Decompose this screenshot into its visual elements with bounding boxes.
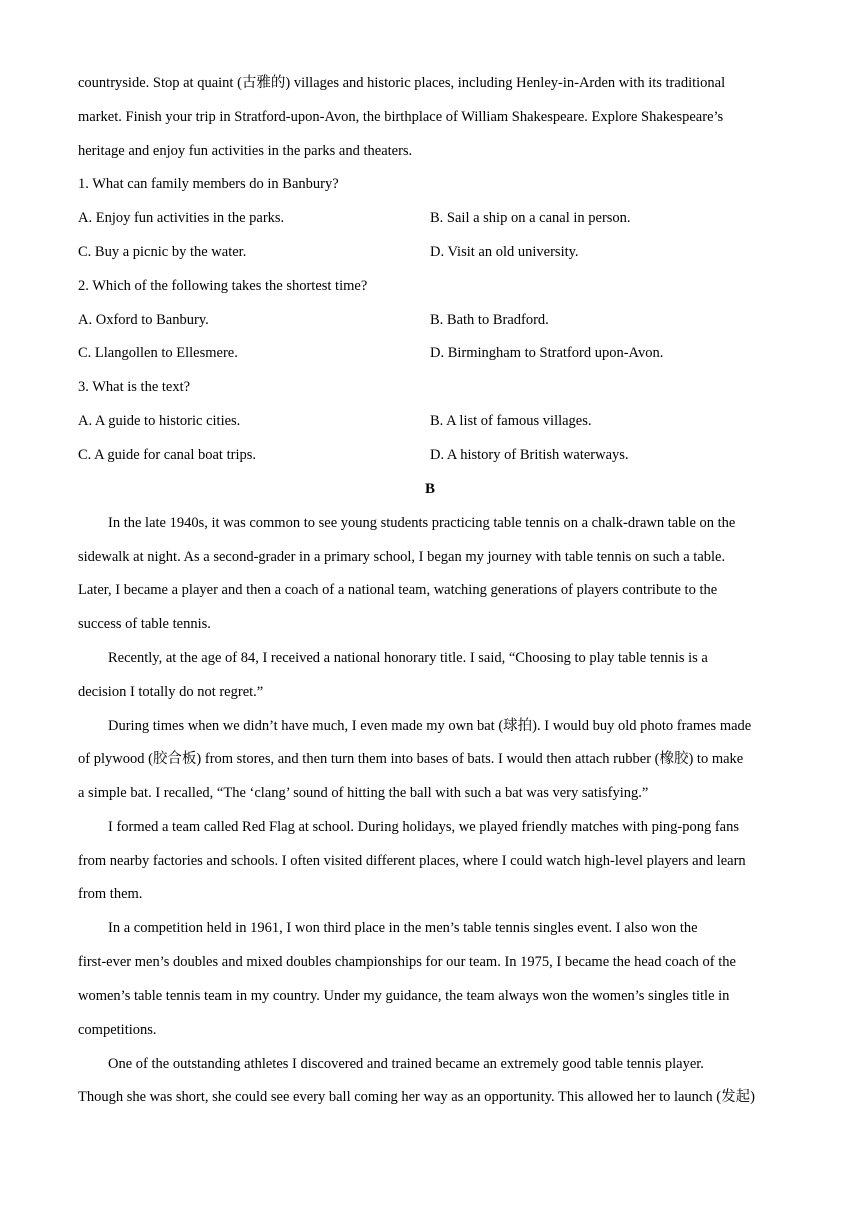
paragraph-line: from them. <box>78 886 143 902</box>
option-b: B. Bath to Bradford. <box>430 312 549 328</box>
paragraph-line: Later, I became a player and then a coach of a national team, watching generations of players contribute to the <box>78 582 718 598</box>
paragraph-line: success of table tennis. <box>78 616 211 632</box>
paragraph-line: sidewalk at night. As a second-grader in a primary school, I began my journey with table tennis on such a table. <box>78 549 726 565</box>
question-stem: 1. What can family members do in Banbury? <box>78 176 339 192</box>
paragraph-line: decision I totally do not regret.” <box>78 684 264 700</box>
option-a: A. A guide to historic cities. <box>78 413 241 429</box>
paragraph-line: Recently, at the age of 84, I received a national honorary title. I said, “Choosing to play table tennis is a <box>108 650 708 666</box>
question-stem: 3. What is the text? <box>78 379 191 395</box>
option-c: C. Buy a picnic by the water. <box>78 244 247 260</box>
passage-a-line: heritage and enjoy fun activities in the parks and theaters. <box>78 143 413 159</box>
option-c: C. Llangollen to Ellesmere. <box>78 345 238 361</box>
section-heading: B <box>424 481 435 497</box>
paragraph-line: I formed a team called Red Flag at school. During holidays, we played friendly matches with ping-pong fans <box>108 819 739 835</box>
option-a: A. Enjoy fun activities in the parks. <box>78 210 285 226</box>
option-b: B. Sail a ship on a canal in person. <box>430 210 631 226</box>
passage-a-line: market. Finish your trip in Stratford-upon-Avon, the birthplace of William Shakespeare. Explore Shakespeare’s <box>78 109 724 125</box>
paragraph-line: women’s table tennis team in my country. Under my guidance, the team always won the women’s singles title in <box>78 988 730 1004</box>
paragraph-line: competitions. <box>78 1022 157 1038</box>
option-c: C. A guide for canal boat trips. <box>78 447 256 463</box>
passage-a-line: countryside. Stop at quaint (古雅的) villages and historic places, including Henley-in-Arden with its traditional <box>78 75 726 91</box>
paragraph-line: first-ever men’s doubles and mixed doubles championships for our team. In 1975, I became the head coach of the <box>78 954 736 970</box>
paragraph-line: of plywood (胶合板) from stores, and then turn them into bases of bats. I would then attach rubber (橡胶) to make <box>78 751 744 767</box>
paragraph-line: In a competition held in 1961, I won third place in the men’s table tennis singles event. I also won the <box>108 920 698 936</box>
paragraph-line: from nearby factories and schools. I often visited different places, where I could watch high-level players and learn <box>78 853 746 869</box>
question-stem: 2. Which of the following takes the shortest time? <box>78 278 368 294</box>
paragraph-line: One of the outstanding athletes I discovered and trained became an extremely good table tennis player. <box>108 1056 704 1072</box>
paragraph-line: In the late 1940s, it was common to see young students practicing table tennis on a chalk-drawn table on the <box>108 515 736 531</box>
paragraph-line: Though she was short, she could see every ball coming her way as an opportunity. This allowed her to launch (发起) <box>78 1089 755 1105</box>
option-a: A. Oxford to Banbury. <box>78 312 209 328</box>
option-d: D. Visit an old university. <box>430 244 579 260</box>
option-b: B. A list of famous villages. <box>430 413 592 429</box>
option-d: D. Birmingham to Stratford upon-Avon. <box>430 345 664 361</box>
option-d: D. A history of British waterways. <box>430 447 629 463</box>
paragraph-line: During times when we didn’t have much, I even made my own bat (球拍). I would buy old photo frames made <box>108 718 752 734</box>
paragraph-line: a simple bat. I recalled, “The ‘clang’ sound of hitting the ball with such a bat was very satisfying.” <box>78 785 649 801</box>
